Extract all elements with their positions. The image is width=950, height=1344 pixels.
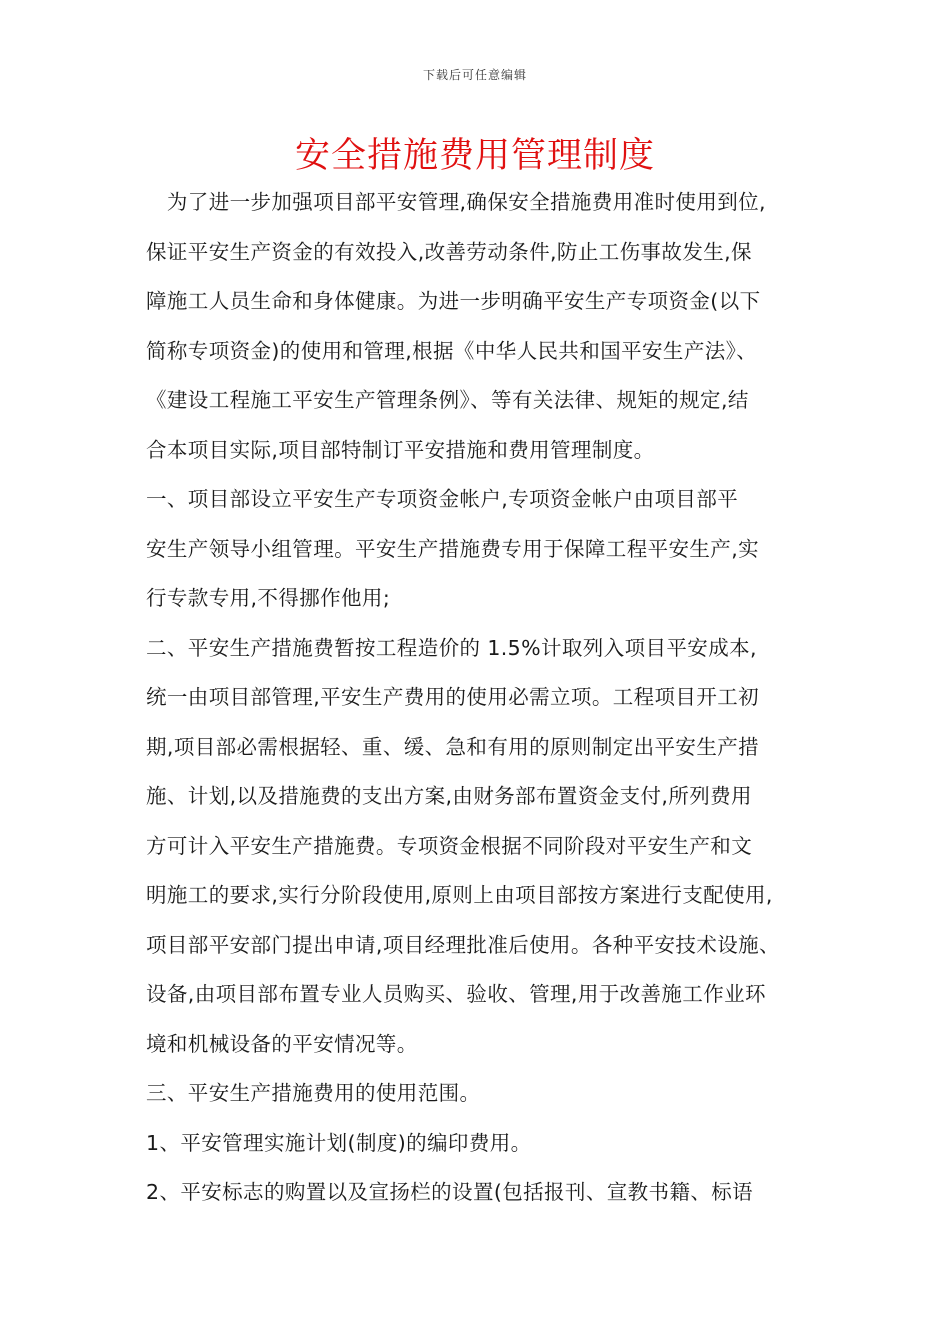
body-line: 三、平安生产措施费用的使用范围。 [146,1081,481,1105]
body-line: 设备,由项目部布置专业人员购买、验收、管理,用于改善施工作业环 [146,982,766,1006]
body-line: 安生产领导小组管理。平安生产措施费专用于保障工程平安生产,实 [146,536,760,561]
document-body [146,178,810,1218]
body-line: 施、计划,以及措施费的支出方案,由财务部布置资金支付,所列费用 [146,784,752,808]
body-line: 《建设工程施工平安生产管理条例》、等有关法律、规矩的规定,结 [146,388,749,412]
body-line: 项目部平安部门提出申请,项目经理批准后使用。各种平安技术设施、 [146,932,780,957]
body-line: 方可计入平安生产措施费。专项资金根据不同阶段对平安生产和文 [146,833,753,858]
body-line: 合本项目实际,项目部特制订平安措施和费用管理制度。 [146,437,655,462]
body-line: 明施工的要求,实行分阶段使用,原则上由项目部按方案进行支配使用, [146,883,773,907]
body-line: 境和机械设备的平安情况等。 [146,1031,418,1056]
body-line: 2、平安标志的购置以及宣扬栏的设置(包括报刊、宣教书籍、标语 [146,1180,754,1204]
body-line: 行专款专用,不得挪作他用; [146,586,391,610]
body-line: 期,项目部必需根据轻、重、缓、急和有用的原则制定出平安生产措 [146,734,760,759]
body-line: 统一由项目部管理,平安生产费用的使用必需立项。工程项目开工初 [146,685,760,709]
document-title: 安全措施费用管理制度 [294,136,655,176]
body-line: 一、项目部设立平安生产专项资金帐户,专项资金帐户由项目部平 [146,487,739,511]
header-note: 下载后可任意编辑 [422,68,527,82]
body-line: 二、平安生产措施费暂按工程造价的 1.5%计取列入项目平安成本, [146,635,757,660]
body-line: 1、平安管理实施计划(制度)的编印费用。 [146,1130,532,1155]
body-line: 简称专项资金)的使用和管理,根据《中华人民共和国平安生产法》、 [146,338,758,363]
body-line: 保证平安生产资金的有效投入,改善劳动条件,防止工伤事故发生,保 [146,239,752,264]
body-line: 为了进一步加强项目部平安管理,确保安全措施费用准时使用到位, [146,190,766,214]
body-line: 障施工人员生命和身体健康。为进一步明确平安生产专项资金(以下 [146,289,761,313]
